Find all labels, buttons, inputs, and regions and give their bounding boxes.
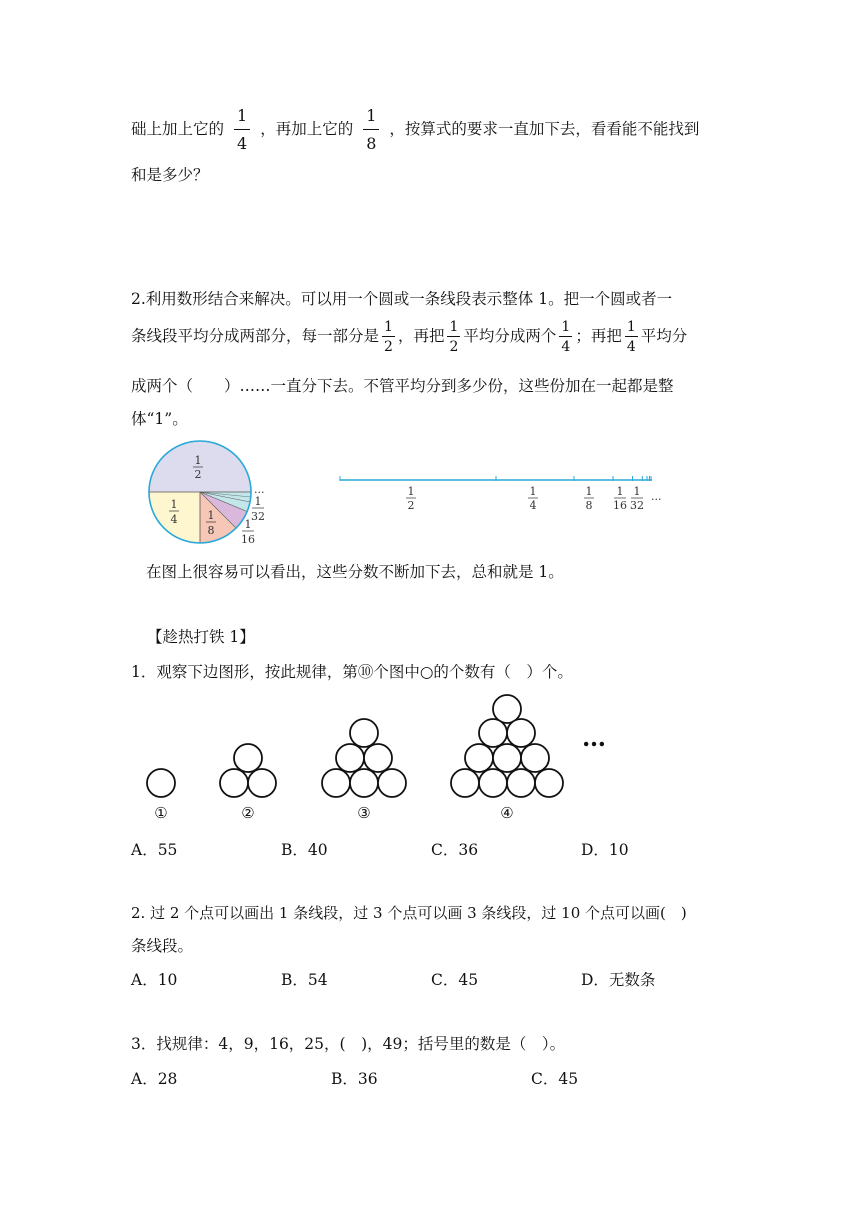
pattern-circle bbox=[479, 719, 507, 747]
q3-option-a[interactable]: A．28 bbox=[131, 1070, 178, 1088]
fraction-denominator: 2 bbox=[449, 339, 459, 355]
q1-circle-pattern-figure bbox=[130, 688, 620, 828]
fraction-denominator: 4 bbox=[561, 339, 571, 355]
method2-text-a: 条线段平均分成两部分，每一部分是 bbox=[131, 327, 380, 345]
pattern-circle bbox=[364, 744, 392, 772]
pattern-circle bbox=[220, 769, 248, 797]
pattern-circle bbox=[336, 744, 364, 772]
q2-option-a[interactable]: A．10 bbox=[131, 971, 178, 989]
fraction-eighth bbox=[363, 108, 379, 152]
q1-option-d[interactable]: D．10 bbox=[581, 841, 629, 859]
fraction-pie-figure bbox=[140, 435, 280, 550]
fraction-quarter bbox=[625, 320, 638, 354]
fraction-quarter bbox=[234, 108, 250, 152]
pattern-circle bbox=[350, 769, 378, 797]
q3-option-c[interactable]: C．45 bbox=[531, 1070, 579, 1088]
fraction-segment-figure bbox=[335, 470, 675, 520]
q3-option-b[interactable]: B．36 bbox=[331, 1070, 378, 1088]
segment-label-num: 1 bbox=[529, 485, 537, 498]
pattern-circle bbox=[451, 769, 479, 797]
intro-line-1 bbox=[131, 108, 699, 152]
pattern-circle bbox=[378, 769, 406, 797]
segment-label-num: 1 bbox=[633, 485, 641, 498]
pattern-circle bbox=[465, 744, 493, 772]
segment-label-den: 2 bbox=[407, 499, 415, 512]
segment-label-den: 16 bbox=[613, 499, 627, 512]
pattern-circle bbox=[493, 744, 521, 772]
q2-line-2: 条线段。 bbox=[131, 937, 194, 955]
q1-option-a[interactable]: A．55 bbox=[131, 841, 178, 859]
segment-label-den: 4 bbox=[529, 499, 537, 512]
pie-label-quarter-num: 1 bbox=[170, 498, 178, 511]
segment-label-sixteenth bbox=[613, 485, 627, 512]
segment-label-num: 1 bbox=[407, 485, 415, 498]
method2-text-d: ；再把 bbox=[575, 327, 622, 345]
pie-ellipsis: ... bbox=[254, 483, 265, 496]
q3-text: 3．找规律：4，9，16，25，( )，49；括号里的数是（ ）。 bbox=[131, 1035, 566, 1053]
q1-text: 1．观察下边图形，按此规律，第⑩个图中○的个数有（ ）个。 bbox=[131, 663, 573, 681]
pie-label-half-den: 2 bbox=[194, 468, 202, 481]
q1-figure-label-1: ① bbox=[154, 804, 168, 822]
method2-line-4: 体“1”。 bbox=[131, 410, 188, 428]
segment-label-num: 1 bbox=[616, 485, 624, 498]
pie-label-half-num: 1 bbox=[194, 454, 202, 467]
fraction-half bbox=[382, 320, 395, 354]
practice-header: 【趁热打铁 1】 bbox=[147, 628, 255, 646]
q2-option-c[interactable]: C．45 bbox=[431, 971, 479, 989]
pattern-circle bbox=[535, 769, 563, 797]
pattern-circle bbox=[248, 769, 276, 797]
fraction-numerator: 1 bbox=[234, 108, 250, 130]
fraction-numerator: 1 bbox=[384, 319, 393, 335]
fraction-numerator: 1 bbox=[449, 319, 459, 335]
pattern-circle bbox=[507, 769, 535, 797]
q1-figure-label-2: ② bbox=[241, 804, 255, 822]
method2-line-2 bbox=[131, 320, 687, 354]
segment-label-quarter bbox=[528, 485, 538, 512]
fraction-denominator: 2 bbox=[384, 339, 393, 355]
pie-label-sixteenth-den: 16 bbox=[241, 533, 255, 546]
intro-text-c: ，按算式的要求一直加下去，看看能不能找到 bbox=[389, 120, 700, 138]
method2-text-b: ，再把 bbox=[397, 327, 445, 345]
segment-label-thirtysecond bbox=[630, 485, 644, 512]
q2-option-d[interactable]: D．无数条 bbox=[581, 971, 656, 989]
method2-text-c: 平均分成两个 bbox=[463, 327, 557, 345]
fraction-numerator: 1 bbox=[626, 319, 636, 335]
pie-label-32-den: 32 bbox=[251, 510, 265, 523]
q1-option-c[interactable]: C．36 bbox=[431, 841, 479, 859]
pie-label-sixteenth-num: 1 bbox=[244, 518, 252, 531]
intro-line-2: 和是多少？ bbox=[131, 166, 209, 184]
segment-label-eighth bbox=[584, 485, 594, 512]
pattern-circle bbox=[322, 769, 350, 797]
segment-ellipsis: ... bbox=[651, 490, 662, 503]
pie-label-quarter-den: 4 bbox=[170, 513, 178, 526]
pattern-circle bbox=[350, 719, 378, 747]
pattern-circle bbox=[147, 769, 175, 797]
q2-line-1: 2. 过 2 个点可以画出 1 条线段，过 3 个点可以画 3 条线段，过 10 个点可以画( ) bbox=[131, 904, 687, 922]
q2-option-b[interactable]: B．54 bbox=[281, 971, 328, 989]
fraction-denominator: 4 bbox=[626, 339, 636, 355]
pie-label-32-num: 1 bbox=[254, 495, 262, 508]
q1-option-b[interactable]: B．40 bbox=[281, 841, 328, 859]
q1-figure-label-4: ④ bbox=[500, 804, 514, 822]
method2-line-3: 成两个（ ）……一直分下去。不管平均分到多少份，这些份加在一起都是整 bbox=[131, 377, 674, 395]
fraction-denominator: 8 bbox=[366, 134, 377, 153]
pattern-circle bbox=[234, 744, 262, 772]
segment-label-den: 32 bbox=[630, 499, 644, 512]
method2-text-e: 平均分 bbox=[640, 327, 688, 345]
conclusion-text: 在图上很容易可以看出，这些分数不断加下去，总和就是 1。 bbox=[146, 563, 564, 581]
pattern-circle bbox=[507, 719, 535, 747]
q1-ellipsis: … bbox=[582, 723, 606, 752]
pie-label-eighth-den: 8 bbox=[207, 524, 215, 537]
method2-line-1: 2.利用数形结合来解决。可以用一个圆或一条线段表示整体 1。把一个圆或者一 bbox=[131, 290, 673, 308]
segment-label-num: 1 bbox=[585, 485, 593, 498]
q1-figure-label-3: ③ bbox=[357, 804, 371, 822]
intro-text-a: 础上加上它的 bbox=[131, 120, 225, 138]
pattern-circle bbox=[479, 769, 507, 797]
segment-label-half bbox=[406, 485, 416, 512]
intro-text-b: ，再加上它的 bbox=[260, 120, 354, 138]
pie-label-eighth-num: 1 bbox=[207, 509, 215, 522]
fraction-half bbox=[447, 320, 460, 354]
fraction-numerator: 1 bbox=[561, 319, 571, 335]
segment-label-den: 8 bbox=[585, 499, 593, 512]
pattern-circle bbox=[521, 744, 549, 772]
fraction-quarter bbox=[559, 320, 572, 354]
fraction-numerator: 1 bbox=[363, 108, 379, 130]
fraction-denominator: 4 bbox=[237, 134, 248, 153]
